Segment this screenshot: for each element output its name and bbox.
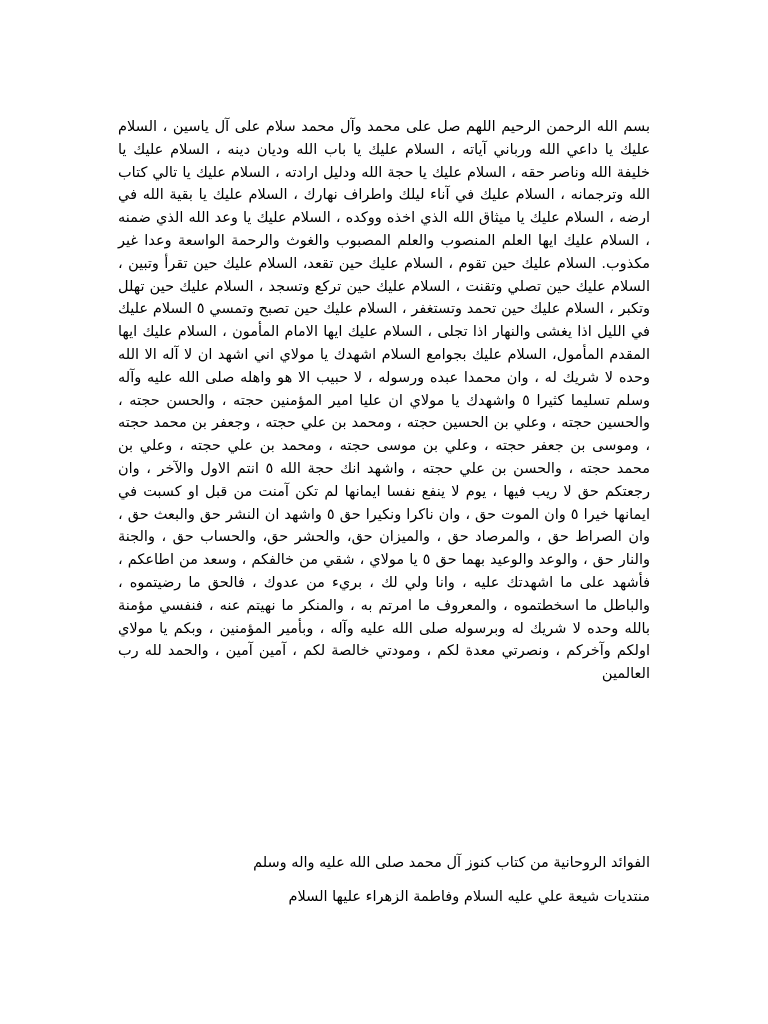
source-line: الفوائد الروحانية من كتاب كنوز آل محمد صلى الله عليه واله وسلم (253, 855, 650, 871)
forum-line: منتديات شيعة علي عليه السلام وفاطمة الزهراء عليها السلام (288, 889, 650, 905)
ziyarat-text: بسم الله الرحمن الرحيم اللهم صل على محمد وآل محمد سلام على آل ياسين ، السلام عليك يا داعي الله ورباني آياته ، السلام عليك يا باب الله وديان دينه ، السلام عليك يا خليفة الله وناصر حقه ، السلام عليك يا حجة الله ودليل ارادته ، السلام عليك يا تالي كتاب الله وترجمانه ، السلام عليك في آناء ليلك واطراف نهارك ، السلام عليك يا بقية الله في ارضه ، السلام عليك يا ميثاق الله الذي اخذه ووكده ، السلام عليك يا وعد الله الذي ضمنه ، السلام عليك ايها العلم المنصوب والعلم المصبوب والغوث والرحمة الواسعة وعدا غير مكذوب. السلام عليك حين تقوم ، السلام عليك حين تقعد، السلام عليك حين تقرأ وتبين ، السلام عليك حين تصلي وتقنت ، السلام عليك حين تركع وتسجد ، السلام عليك حين تهلل وتكبر ، السلام عليك حين تحمد وتستغفر ، السلام عليك حين تصبح وتمسي ٥ السلام عليك في الليل اذا يغشى والنهار اذا تجلى ، السلام عليك ايها الامام المأمون ، السلام عليك ايها المقدم المأمول، السلام عليك بجوامع السلام اشهدك يا مولاي اني اشهد ان لا آله الا الله وحده لا شريك له ، وان محمدا عبده ورسوله ، لا حبيب الا هو واهله صلى الله عليه وآله وسلم تسليما كثيرا ٥ واشهدك يا مولاي ان عليا امير المؤمنين حجته ، والحسن حجته ، والحسين حجته ، وعلي بن الحسين حجته ، ومحمد بن علي حجته ، وجعفر بن محمد حجته ، وموسى بن جعفر حجته ، وعلي بن موسى حجته ، ومحمد بن علي حجته ، وعلي بن محمد حجته ، والحسن بن علي حجته ، واشهد انك حجة الله ٥ انتم الاول والآخر ، وان رجعتكم حق لا ريب فيها ، يوم لا ينفع نفسا ايمانها لم تكن آمنت من قبل او كسبت في ايمانها خيرا ٥ وان الموت حق ، وان ناكرا ونكيرا حق ٥ واشهد ان النشر حق والبعث حق ، وان الصراط حق ، والمرصاد حق ، والميزان حق، والحشر حق، والحساب حق ، والجنة والنار حق ، والوعد والوعيد بهما حق ٥ يا مولاي ، شقي من خالفكم ، وسعد من اطاعكم ، فأشهد على ما اشهدتك عليه ، وانا ولي لك ، بريء من عدوك ، فالحق ما رضيتموه ، والباطل ما اسخطتموه ، والمعروف ما امرتم به ، والمنكر ما نهيتم عنه ، فنفسي مؤمنة بالله وحده لا شريك له وبرسوله صلى الله عليه وآله ، وبأمير المؤمنين ، وبكم يا مولاي اولكم وآخركم ، ونصرتي معدة لكم ، ومودتي خالصة لكم ، آمين آمين ، والحمد لله رب العالمين (118, 119, 651, 683)
